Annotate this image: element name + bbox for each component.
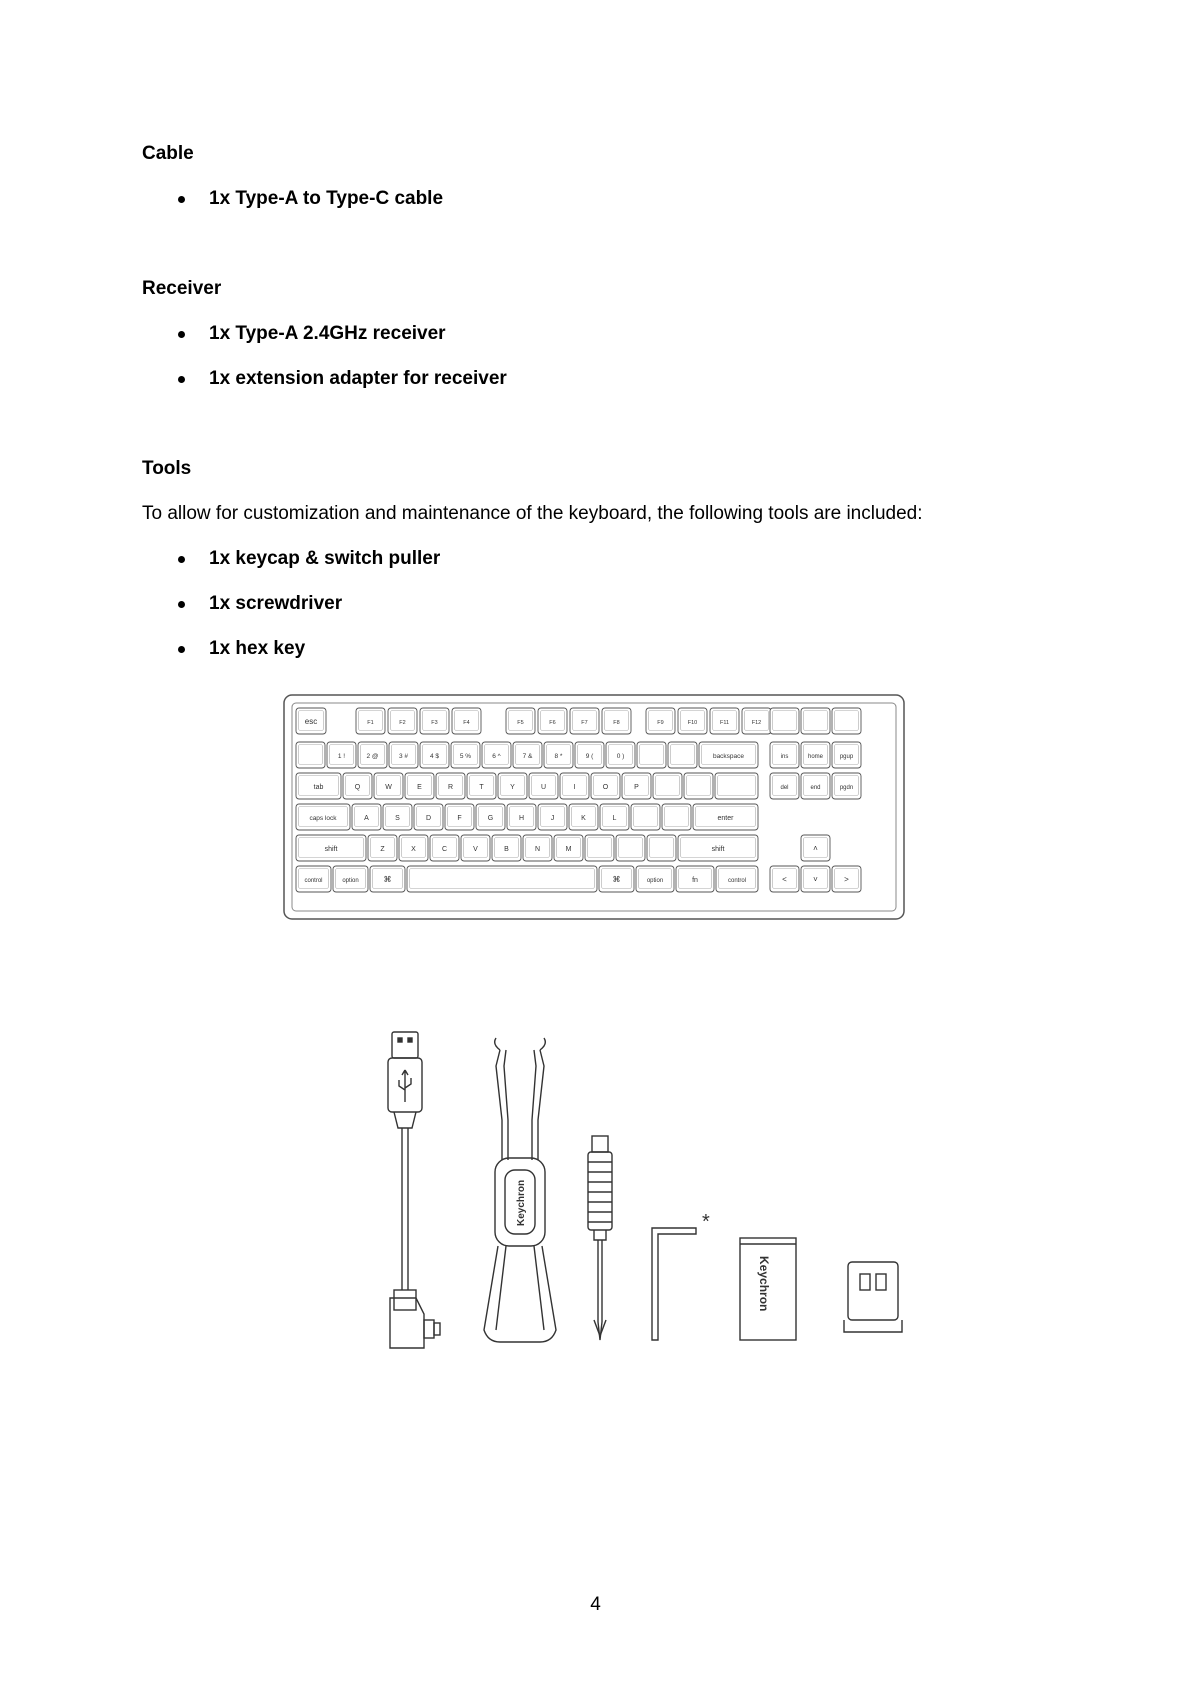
key-label: T <box>479 784 484 791</box>
key-function <box>602 708 631 734</box>
key-label: F4 <box>463 720 470 726</box>
key-function <box>742 708 771 734</box>
list-item-text: 1x Type-A to Type-C cable <box>209 188 444 209</box>
key-label: K <box>581 815 586 822</box>
keyboard-key <box>684 773 713 799</box>
key-control <box>716 866 758 892</box>
key-space <box>407 866 597 892</box>
tools-intro-paragraph: To allow for customization and maintenance of the keyboard, the following tools are included: <box>142 503 923 524</box>
key-label: Q <box>354 784 361 791</box>
keyboard-key <box>585 835 614 861</box>
key-label: end <box>810 785 821 791</box>
key-label: F11 <box>719 720 730 726</box>
keyboard-key <box>668 742 697 768</box>
key-label: 2 @ <box>366 753 379 760</box>
keycap-switch-puller-illustration <box>484 1038 556 1342</box>
key-label: enter <box>717 815 734 822</box>
key-letter <box>430 835 459 861</box>
key-letter <box>569 804 598 830</box>
key-arrow-left <box>770 866 799 892</box>
key-label: G <box>487 815 494 822</box>
key-label: tab <box>313 784 324 791</box>
key-label: ˄ <box>813 844 818 853</box>
key-letter <box>399 835 428 861</box>
key-shift-left <box>296 835 366 861</box>
key-label: A <box>364 815 369 822</box>
key-letter <box>507 804 536 830</box>
bullet-icon <box>178 376 185 383</box>
list-item <box>178 368 507 390</box>
key-arrow-down <box>801 866 830 892</box>
key-label: M <box>565 846 572 853</box>
key-label: J <box>550 815 555 822</box>
page-number: 4 <box>590 1594 601 1615</box>
keyboard-key <box>296 742 325 768</box>
key-label: E <box>417 784 422 791</box>
key-nav <box>770 742 799 768</box>
keyboard-key <box>637 742 666 768</box>
key-nav <box>832 742 861 768</box>
key-label: caps lock <box>309 815 337 822</box>
keyboard-key <box>616 835 645 861</box>
key-label: P <box>634 784 639 791</box>
keyboard-illustration <box>283 694 905 920</box>
key-label: Y <box>510 784 515 791</box>
key-command <box>599 866 634 892</box>
key-enter <box>693 804 758 830</box>
key-shift-right <box>678 835 758 861</box>
key-label: I <box>573 784 576 791</box>
key-label: L <box>612 815 617 822</box>
key-label: 5 % <box>459 753 472 760</box>
key-number <box>606 742 635 768</box>
usb-cable-illustration <box>388 1032 440 1348</box>
key-number <box>482 742 511 768</box>
key-function <box>420 708 449 734</box>
key-number <box>575 742 604 768</box>
keyboard-key <box>801 708 830 734</box>
key-label: F3 <box>431 720 438 726</box>
key-letter <box>476 804 505 830</box>
key-control <box>296 866 331 892</box>
list-item-text: 1x hex key <box>209 638 306 659</box>
key-function <box>452 708 481 734</box>
list-item <box>178 323 446 345</box>
key-label: ⌘ <box>383 875 392 884</box>
section-heading-cable: Cable <box>142 143 194 164</box>
adapter-brand-label: Keychron <box>757 1256 771 1312</box>
receiver-adapter-illustration <box>740 1238 796 1340</box>
key-label: control <box>727 878 747 884</box>
key-number <box>544 742 573 768</box>
key-letter <box>343 773 372 799</box>
list-item-text: 1x screwdriver <box>209 593 343 614</box>
key-function <box>506 708 535 734</box>
key-letter <box>591 773 620 799</box>
keyboard-key <box>631 804 660 830</box>
key-option <box>636 866 674 892</box>
key-label: N <box>534 846 541 853</box>
key-label: 8 * <box>554 753 563 760</box>
key-label: F12 <box>751 720 762 726</box>
key-letter <box>436 773 465 799</box>
key-letter <box>374 773 403 799</box>
list-item <box>178 188 443 210</box>
key-label: 0 ) <box>616 753 625 760</box>
key-label: fn <box>692 877 698 884</box>
key-esc <box>296 708 326 734</box>
key-function <box>678 708 707 734</box>
key-label: F <box>457 815 462 822</box>
section-heading-tools: Tools <box>142 458 192 479</box>
key-caps-lock <box>296 804 350 830</box>
section-heading-receiver: Receiver <box>142 278 222 299</box>
key-label: U <box>540 784 547 791</box>
key-letter <box>492 835 521 861</box>
key-letter <box>352 804 381 830</box>
key-letter <box>600 804 629 830</box>
key-label: option <box>646 878 664 884</box>
key-label: 7 & <box>522 753 533 760</box>
bullet-icon <box>178 556 185 563</box>
key-label: F9 <box>657 720 664 726</box>
key-label: 3 # <box>398 753 409 760</box>
key-function <box>710 708 739 734</box>
key-label: pgup <box>839 754 854 760</box>
key-number <box>451 742 480 768</box>
key-letter <box>622 773 651 799</box>
key-option <box>333 866 368 892</box>
hex-key-mark: * <box>702 1211 710 1233</box>
key-letter <box>467 773 496 799</box>
keyboard-key <box>662 804 691 830</box>
key-number <box>513 742 542 768</box>
key-label: F6 <box>549 720 556 726</box>
key-label: F10 <box>687 720 698 726</box>
key-label: ˃ <box>844 875 849 884</box>
key-function <box>388 708 417 734</box>
key-nav <box>801 773 830 799</box>
key-number <box>389 742 418 768</box>
key-letter <box>461 835 490 861</box>
hex-key-illustration <box>652 1211 710 1340</box>
key-letter <box>529 773 558 799</box>
list-item-text: 1x extension adapter for receiver <box>209 368 507 389</box>
keyboard-key <box>770 708 799 734</box>
key-label: O <box>602 784 609 791</box>
key-label: H <box>518 815 525 822</box>
key-arrow-right <box>832 866 861 892</box>
key-letter <box>445 804 474 830</box>
key-tab <box>296 773 341 799</box>
key-fn <box>676 866 714 892</box>
key-label: backspace <box>712 753 745 760</box>
key-label: ins <box>780 754 789 760</box>
key-label: ⌘ <box>612 875 621 884</box>
key-label: X <box>411 846 416 853</box>
key-label: shift <box>324 846 338 853</box>
puller-brand-label: Keychron <box>516 1179 527 1226</box>
key-label: S <box>395 815 400 822</box>
key-label: del <box>780 785 789 791</box>
bullet-icon <box>178 196 185 203</box>
key-label: pgdn <box>839 785 854 791</box>
key-label: F7 <box>581 720 588 726</box>
key-label: 6 ^ <box>492 753 501 760</box>
key-label: R <box>447 784 454 791</box>
key-function <box>356 708 385 734</box>
list-item-text: 1x Type-A 2.4GHz receiver <box>209 323 446 344</box>
key-function <box>646 708 675 734</box>
key-label: home <box>807 754 824 760</box>
key-label: ˅ <box>813 875 818 884</box>
key-label: F8 <box>613 720 620 726</box>
key-label: C <box>441 846 448 853</box>
key-letter <box>498 773 527 799</box>
key-arrow-up <box>801 835 830 861</box>
key-label: option <box>342 878 359 884</box>
key-letter <box>538 804 567 830</box>
key-nav <box>801 742 830 768</box>
key-number <box>327 742 356 768</box>
key-label: shift <box>711 846 725 853</box>
key-letter <box>414 804 443 830</box>
key-nav <box>770 773 799 799</box>
key-label: esc <box>304 717 318 726</box>
key-label: W <box>385 784 392 791</box>
list-item <box>178 548 440 570</box>
key-label: 4 $ <box>429 753 440 760</box>
keyboard-key <box>715 773 758 799</box>
key-label: F5 <box>517 720 524 726</box>
key-number <box>420 742 449 768</box>
key-letter <box>368 835 397 861</box>
keyboard-key <box>647 835 676 861</box>
key-letter <box>554 835 583 861</box>
key-label: 1 ! <box>337 753 346 760</box>
key-label: F2 <box>399 720 406 726</box>
accessories-illustration <box>380 1030 910 1350</box>
key-function <box>570 708 599 734</box>
screwdriver-illustration <box>588 1136 612 1340</box>
key-function <box>538 708 567 734</box>
key-letter <box>523 835 552 861</box>
key-label: F1 <box>367 720 374 726</box>
keyboard-key <box>832 708 861 734</box>
key-command <box>370 866 405 892</box>
key-letter <box>560 773 589 799</box>
key-label: control <box>304 878 323 884</box>
key-label: Z <box>380 846 385 853</box>
keyboard-key <box>653 773 682 799</box>
key-label: 9 ( <box>585 753 594 760</box>
key-label: D <box>425 815 432 822</box>
key-label: ˂ <box>782 875 787 884</box>
list-item <box>178 638 305 660</box>
key-backspace <box>699 742 758 768</box>
key-nav <box>832 773 861 799</box>
bullet-icon <box>178 331 185 338</box>
usb-receiver-illustration <box>844 1262 902 1332</box>
key-label: V <box>473 846 478 853</box>
list-item <box>178 593 342 615</box>
key-label: B <box>504 846 509 853</box>
key-letter <box>383 804 412 830</box>
key-letter <box>405 773 434 799</box>
key-number <box>358 742 387 768</box>
bullet-icon <box>178 601 185 608</box>
list-item-text: 1x keycap & switch puller <box>209 548 441 569</box>
bullet-icon <box>178 646 185 653</box>
